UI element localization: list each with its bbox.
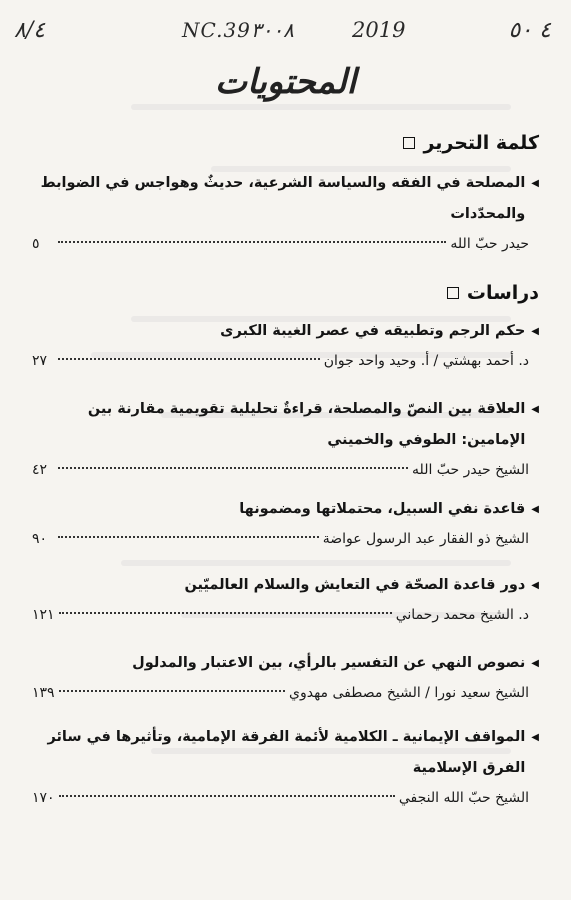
entry-title-text: العلاقة بين النصّ والمصلحة، قراءةٌ تحليلية تقويمية مقارنة بين الإمامين: الطوفي والخميني bbox=[87, 401, 526, 448]
triangle-bullet-icon: ◀ bbox=[531, 178, 539, 189]
entry-byline bbox=[32, 347, 539, 375]
entry-byline bbox=[32, 456, 539, 484]
toc-entry[interactable] bbox=[32, 494, 539, 553]
entry-author: الشيخ ذو الفقار عبد الرسول عواضة bbox=[322, 531, 529, 547]
dot-leader bbox=[59, 795, 395, 797]
toc-entry[interactable] bbox=[32, 394, 539, 484]
handwritten-number: ٤ ٥٠ bbox=[508, 18, 551, 43]
entry-title-text: حكم الرجم وتطبيقه في عصر الغيبة الكبرى bbox=[220, 323, 526, 339]
entry-page-number: ١٢١ bbox=[32, 607, 55, 623]
triangle-bullet-icon: ◀ bbox=[531, 326, 539, 337]
entry-page-number: ٩٠ bbox=[32, 531, 48, 547]
entry-page-number: ١٣٩ bbox=[32, 685, 55, 701]
section-heading-editorial bbox=[403, 132, 539, 154]
triangle-bullet-icon: ◀ bbox=[531, 658, 539, 669]
handwritten-accession-code: NC.39٣٠٠٨ bbox=[182, 18, 294, 42]
entry-title-text: دور قاعدة الصحّة في التعايش والسلام العالميّين bbox=[184, 577, 526, 593]
triangle-bullet-icon: ◀ bbox=[531, 504, 539, 515]
entry-page-number: ٥ bbox=[32, 236, 40, 252]
checkbox-square-icon bbox=[447, 287, 459, 299]
handwritten-year: 2019 bbox=[352, 18, 406, 42]
entry-title-text: قاعدة نفي السبيل، محتملاتها ومضمونها bbox=[239, 501, 526, 517]
entry-author: د. أحمد بهشتي / أ. وحيد واحد جوان bbox=[323, 353, 529, 369]
entry-title-text: نصوص النهي عن التفسير بالرأي، بين الاعتبار والمدلول bbox=[132, 655, 526, 671]
entry-title bbox=[32, 722, 539, 784]
dot-leader bbox=[58, 467, 408, 469]
entry-page-number: ٤٢ bbox=[32, 462, 48, 478]
entry-author: د. الشيخ محمد رحماني bbox=[395, 607, 529, 623]
entry-byline bbox=[32, 230, 539, 258]
toc-entry[interactable] bbox=[32, 648, 539, 707]
entry-title bbox=[32, 570, 539, 601]
entry-author: حيدر حبّ الله bbox=[450, 236, 529, 252]
toc-entry[interactable] bbox=[32, 570, 539, 629]
checkbox-square-icon bbox=[403, 137, 415, 149]
show-through-line bbox=[121, 560, 511, 566]
entry-page-number: ٢٧ bbox=[32, 353, 48, 369]
section-heading-studies bbox=[447, 282, 539, 304]
entry-title bbox=[32, 648, 539, 679]
handwritten-fraction: ٨/٤ bbox=[14, 18, 46, 43]
triangle-bullet-icon: ◀ bbox=[531, 580, 539, 591]
show-through-line bbox=[131, 104, 511, 110]
toc-entry[interactable] bbox=[32, 316, 539, 375]
triangle-bullet-icon: ◀ bbox=[531, 732, 539, 743]
entry-title bbox=[32, 494, 539, 525]
dot-leader bbox=[58, 241, 446, 243]
entry-byline bbox=[32, 679, 539, 707]
entry-page-number: ١٧٠ bbox=[32, 790, 55, 806]
entry-title-text: المصلحة في الفقه والسياسة الشرعية، حديثٌ وهواجس في الضوابط والمحدّدات bbox=[40, 175, 526, 222]
section-heading-text: دراسات bbox=[466, 282, 539, 304]
dot-leader bbox=[59, 612, 392, 614]
dot-leader bbox=[58, 358, 320, 360]
entry-byline bbox=[32, 601, 539, 629]
entry-title bbox=[32, 168, 539, 230]
entry-title bbox=[32, 316, 539, 347]
toc-entry[interactable] bbox=[32, 722, 539, 812]
triangle-bullet-icon: ◀ bbox=[531, 404, 539, 415]
section-heading-text: كلمة التحرير bbox=[423, 132, 539, 154]
entry-author: الشيخ حبّ الله النجفي bbox=[398, 790, 529, 806]
entry-author: الشيخ سعيد نورا / الشيخ مصطفى مهدوي bbox=[289, 685, 529, 701]
entry-title bbox=[32, 394, 539, 456]
toc-entry[interactable] bbox=[32, 168, 539, 258]
dot-leader bbox=[59, 690, 285, 692]
entry-byline bbox=[32, 525, 539, 553]
dot-leader bbox=[58, 536, 319, 538]
entry-byline bbox=[32, 784, 539, 812]
entry-author: الشيخ حيدر حبّ الله bbox=[412, 462, 529, 478]
page-title: المحتويات bbox=[214, 62, 357, 102]
entry-title-text: المواقف الإيمانية ـ الكلامية لأئمة الفرقة الإمامية، وتأثيرها في سائر الفرق الإسلامية bbox=[47, 729, 526, 776]
